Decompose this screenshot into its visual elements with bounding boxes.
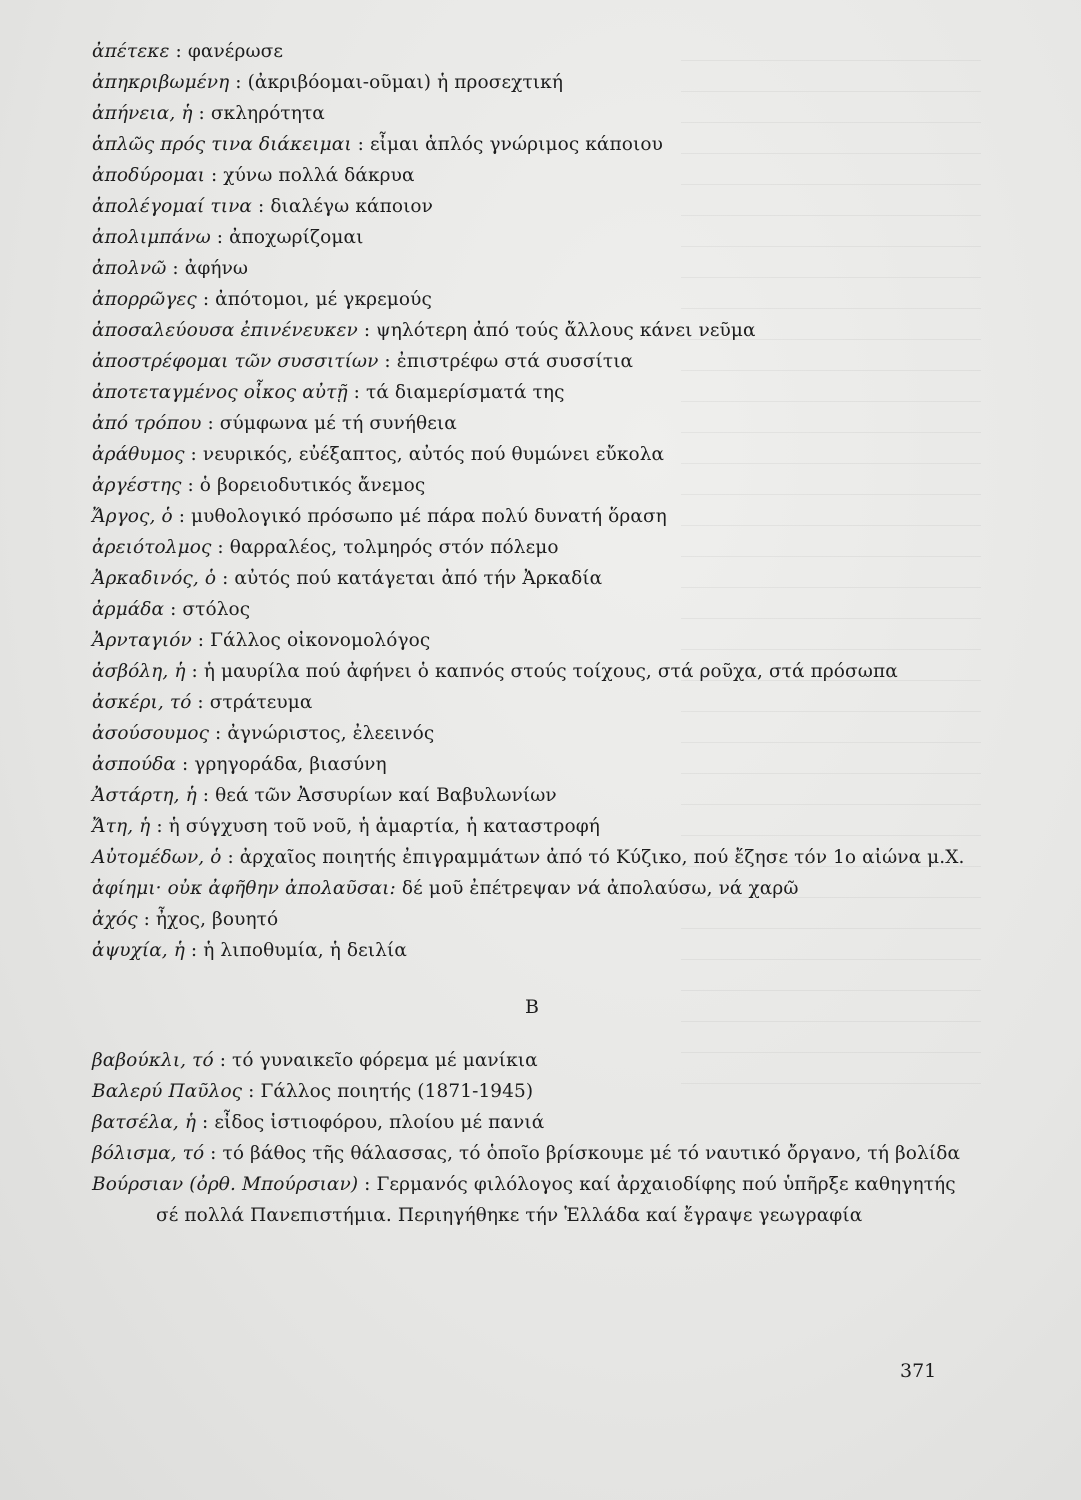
glossary-group-beta [92,1045,972,1231]
glossary-entry [92,315,972,346]
entry-headword: ἀποσαλεύουσα ἐπινένευκεν [92,320,358,341]
glossary-entry [92,687,972,718]
entry-headword: Αὐτομέδων, ὁ [92,847,222,868]
entry-definition: χύνω πολλά δάκρυα [223,165,415,186]
glossary-entry [92,191,972,222]
entry-definition: τό γυναικεῖο φόρεμα μέ μανίκια [232,1050,538,1071]
entry-separator: : [357,320,377,341]
glossary-entry [92,129,972,160]
entry-headword: ἀσκέρι, τό [92,692,192,713]
entry-headword: ἀπολέγομαί τινα [92,196,253,217]
entry-separator: : [204,165,224,186]
entry-separator: : [169,41,188,62]
glossary-entry [92,67,972,98]
entry-headword: Ἀστάρτη, ἡ [92,785,197,806]
entry-definition: ψηλότερη ἀπό τούς ἄλλους κάνει νεῦμα [376,320,756,341]
entry-separator: : [137,909,156,930]
entry-separator: : [181,475,200,496]
glossary-entry [92,594,972,625]
entry-separator: : [216,568,235,589]
glossary-entry [92,1169,972,1231]
entry-definition: Γερμανός φιλόλογος καί ἀρχαιοδίφης πού ὑπῆρξε καθηγητής σέ πολλά Πανεπιστήμια. Περιηγήθηκε τήν Ἑλλάδα καί ἔγραψε γεωγραφία [156,1174,956,1226]
glossary-entry [92,160,972,191]
entry-headword: Βούρσιαν (ὀρθ. Μπούρσιαν) [92,1174,359,1195]
entry-headword: ἀπήνεια, ἡ [92,103,193,124]
glossary-entry [92,780,972,811]
entry-definition: θεά τῶν Ἀσσυρίων καί Βαβυλωνίων [215,785,557,806]
entry-separator: : [209,723,228,744]
glossary-entry [92,470,972,501]
entry-definition: ἀγνώριστος, ἐλεεινός [227,723,435,744]
entry-separator: : [184,940,204,961]
entry-separator: : [176,754,195,775]
entry-definition: ἦχος, βουητό [155,909,279,930]
entry-headword: Ἄργος, ὁ [92,506,173,527]
glossary-entry [92,346,972,377]
glossary-entry [92,842,972,873]
glossary-entry [92,873,972,904]
entry-separator: : [150,816,169,837]
glossary-entry [92,1045,972,1076]
entry-headword: ἀποδύρομαι [92,165,205,186]
entry-definition: θαρραλέος, τολμηρός στόν πόλεμο [229,537,559,558]
entry-headword: ἀσούσουμος [92,723,210,744]
entry-separator: : [201,413,220,434]
entry-separator: : [229,72,248,93]
glossary-entry [92,36,972,67]
glossary-entry [92,625,972,656]
entry-separator: : [204,1143,223,1164]
entry-headword: Ἄτη, ἡ [92,816,151,837]
entry-definition: Γάλλος οἰκονομολόγος [210,630,431,651]
entry-definition: γρηγοράδα, βιασύνη [194,754,387,775]
entry-separator: : [351,134,370,155]
entry-definition: εἶδος ἱστιοφόρου, πλοίου μέ πανιά [214,1112,545,1133]
entry-separator: : [164,599,183,620]
entry-definition: ἀπότομοι, μέ γκρεμούς [215,289,432,310]
entry-headword: ἀπό τρόπου [92,413,202,434]
entry-headword: ἀπηκριβωμένη [92,72,230,93]
entry-separator: : [242,1081,261,1102]
entry-definition: ἀφήνω [184,258,249,279]
entry-definition: φανέρωσε [187,41,284,62]
entry-definition: ἡ σύγχυση τοῦ νοῦ, ἡ ἁμαρτία, ἡ καταστροφή [168,816,600,837]
entry-separator: : [213,1050,233,1071]
glossary-entry [92,408,972,439]
entry-definition: δέ μοῦ ἐπέτρεψαν νά ἀπολαύσω, νά χαρῶ [401,878,799,899]
glossary-entry [92,811,972,842]
entry-separator: : [358,1174,377,1195]
page-number: 371 [900,1360,937,1382]
glossary-entry [92,656,972,687]
entry-definition: μυθολογικό πρόσωπο μέ πάρα πολύ δυνατή ὅραση [191,506,667,527]
entry-separator: : [166,258,185,279]
entry-definition: ὁ βορειοδυτικός ἄνεμος [199,475,426,496]
entry-headword: βόλισμα, τό [92,1143,205,1164]
entry-headword: ἀρμάδα [92,599,165,620]
entry-headword: Βαλερύ Παῦλος [92,1081,243,1102]
glossary-entry [92,501,972,532]
entry-definition: αὐτός πού κατάγεται ἀπό τήν Ἀρκαδία [234,568,603,589]
entry-definition: ἀποχωρίζομαι [229,227,364,248]
glossary-entry [92,718,972,749]
entry-definition: (ἀκριβόομαι-οῦμαι) ἡ προσεχτική [247,72,564,93]
glossary-entry [92,98,972,129]
entry-headword: ἀσβόλη, ἡ [92,661,186,682]
glossary-entry [92,284,972,315]
entry-headword: ἀπολνῶ [92,258,167,279]
entry-separator: : [196,1112,215,1133]
entry-separator: : [196,289,216,310]
entry-definition: ἡ μαυρίλα πού ἀφήνει ὁ καπνός στούς τοίχους, στά ροῦχα, στά πρόσωπα [203,661,898,682]
entry-separator: : [196,785,216,806]
entry-separator: : [252,196,271,217]
entry-definition: σύμφωνα μέ τή συνήθεια [219,413,457,434]
entry-definition: νευρικός, εὐέξαπτος, αὐτός πού θυμώνει εὔκολα [202,444,665,465]
entry-definition: εἶμαι ἁπλός γνώριμος κάποιου [370,134,663,155]
entry-headword: ἀποστρέφομαι τῶν συσσιτίων [92,351,379,372]
entry-headword: ἀράθυμος [92,444,185,465]
glossary-entry [92,749,972,780]
entry-headword: βαβούκλι, τό [92,1050,214,1071]
glossary-entry [92,222,972,253]
entry-headword: ἀργέστης [92,475,182,496]
entry-separator: : [192,103,211,124]
entry-headword: ἁπλῶς πρός τινα διάκειμαι [92,134,352,155]
glossary-entry [92,904,972,935]
glossary-content [92,36,972,1231]
entry-definition: στράτευμα [209,692,313,713]
entry-headword: ἀπολιμπάνω [92,227,211,248]
glossary-entry [92,1138,972,1169]
section-letter-beta: Β [525,996,539,1018]
entry-definition: διαλέγω κάποιον [270,196,434,217]
entry-separator: : [172,506,192,527]
glossary-group-alpha [92,36,972,966]
entry-headword: ἀπορρῶγες [92,289,197,310]
entry-headword: ἀσπούδα [92,754,176,775]
entry-separator: : [191,630,211,651]
entry-definition: τό βάθος τῆς θάλασσας, τό ὁποῖο βρίσκουμε μέ τό ναυτικό ὄργανο, τή βολίδα [222,1143,961,1164]
entry-definition: τά διαμερίσματά της [365,382,565,403]
entry-definition: ἐπιστρέφω στά συσσίτια [396,351,634,372]
glossary-entry [92,563,972,594]
glossary-entry [92,377,972,408]
entry-definition: στόλος [182,599,251,620]
entry-headword: Ἀρνταγιόν [92,630,192,651]
glossary-entry [92,253,972,284]
entry-definition: ἡ λιποθυμία, ἡ δειλία [203,940,407,961]
entry-headword: ἀπέτεκε [92,41,170,62]
entry-separator: : [221,847,240,868]
entry-definition: ἀρχαῖος ποιητής ἐπιγραμμάτων ἀπό τό Κύζικο, πού ἔζησε τόν 1ο αἰώνα μ.Χ. [239,847,965,868]
glossary-entry [92,1076,972,1107]
entry-headword: ἀψυχία, ἡ [92,940,185,961]
entry-separator: : [347,382,366,403]
entry-headword: ἀφίημι· οὐκ ἀφῆθην ἀπολαῦσαι: [92,878,396,899]
entry-headword: βατσέλα, ἡ [92,1112,197,1133]
entry-definition: σκληρότητα [210,103,325,124]
entry-headword: ἀρειότολμος [92,537,212,558]
entry-separator: : [211,537,230,558]
glossary-entry [92,439,972,470]
glossary-entry [92,935,972,966]
entry-separator: : [185,661,204,682]
glossary-entry [92,532,972,563]
entry-headword: ἀποτεταγμένος οἶκος αὐτῇ [92,382,348,403]
entry-separator: : [184,444,203,465]
entry-headword: ἀχός [92,909,138,930]
entry-definition: Γάλλος ποιητής (1871-1945) [260,1081,534,1102]
entry-separator: : [378,351,397,372]
entry-separator: : [210,227,230,248]
entry-separator: : [191,692,210,713]
entry-headword: Ἀρκαδινός, ὁ [92,568,217,589]
glossary-entry [92,1107,972,1138]
